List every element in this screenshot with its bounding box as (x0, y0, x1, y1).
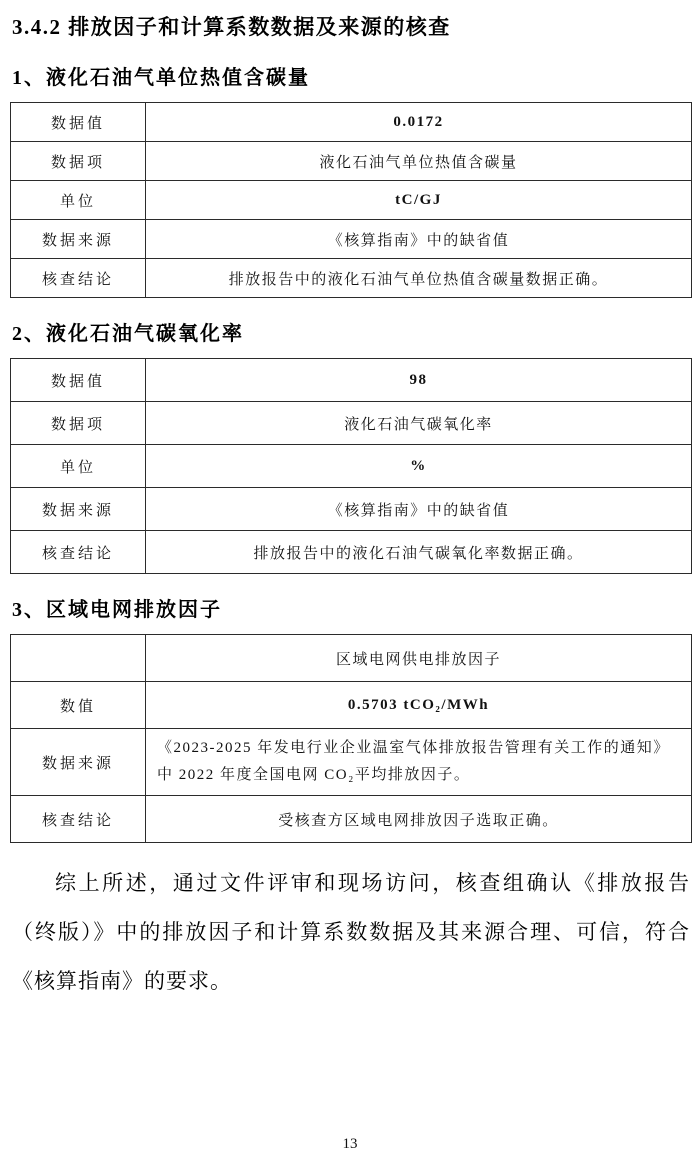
row-label: 数值 (11, 682, 146, 729)
row-label (11, 635, 146, 682)
row-label: 单位 (11, 181, 146, 220)
table-row (11, 103, 692, 142)
subsection-title-3: 3、区域电网排放因子 (12, 599, 222, 621)
row-label: 数据项 (11, 142, 146, 181)
row-value: 受核查方区域电网排放因子选取正确。 (146, 796, 692, 843)
row-label: 数据来源 (11, 488, 146, 531)
row-value: % (146, 445, 692, 488)
row-value: tC/GJ (146, 181, 692, 220)
row-label: 核查结论 (11, 796, 146, 843)
row-value: 0.5703 tCO₂/MWh (146, 682, 692, 729)
table-row (11, 488, 692, 531)
row-value: 排放报告中的液化石油气单位热值含碳量数据正确。 (146, 259, 692, 298)
subsection-title-1: 1、液化石油气单位热值含碳量 (12, 67, 310, 89)
subsection-title-2: 2、液化石油气碳氧化率 (12, 323, 244, 345)
table-row (11, 445, 692, 488)
table-row (11, 181, 692, 220)
row-value: 《2023-2025 年发电行业企业温室气体排放报告管理有关工作的通知》中 2022 年度全国电网 CO₂平均排放因子。 (146, 729, 692, 796)
row-value: 98 (146, 359, 692, 402)
data-table-grid-emission-factor (10, 634, 692, 843)
subsection-2 (10, 320, 692, 574)
table-row (11, 259, 692, 298)
section-heading: 3.4.2 排放因子和计算系数数据及来源的核查 (12, 15, 451, 39)
page-number: 13 (342, 1136, 358, 1152)
row-label: 核查结论 (11, 259, 146, 298)
subsection-1 (10, 64, 692, 298)
row-label: 数据项 (11, 402, 146, 445)
row-value: 《核算指南》中的缺省值 (146, 488, 692, 531)
table-row (11, 359, 692, 402)
row-label: 核查结论 (11, 531, 146, 574)
row-label: 数据来源 (11, 729, 146, 796)
table-row (11, 220, 692, 259)
row-value: 0.0172 (146, 103, 692, 142)
table-row (11, 796, 692, 843)
table-row (11, 531, 692, 574)
row-value: 液化石油气碳氧化率 (146, 402, 692, 445)
row-label: 数据来源 (11, 220, 146, 259)
table-row (11, 682, 692, 729)
row-label: 单位 (11, 445, 146, 488)
data-table-lpg-carbon-content (10, 102, 692, 298)
row-value: 排放报告中的液化石油气碳氧化率数据正确。 (146, 531, 692, 574)
table-row (11, 729, 692, 796)
row-label: 数据值 (11, 359, 146, 402)
row-value: 区域电网供电排放因子 (146, 635, 692, 682)
row-value: 《核算指南》中的缺省值 (146, 220, 692, 259)
subsection-3 (10, 596, 692, 843)
conclusion-paragraph: 综上所述，通过文件评审和现场访问，核查组确认《排放报告（终版）》中的排放因子和计算系数数据及其来源合理、可信，符合《核算指南》的要求。 (12, 871, 690, 993)
table-row (11, 402, 692, 445)
table-row (11, 142, 692, 181)
data-table-lpg-oxidation-rate (10, 358, 692, 574)
row-label: 数据值 (11, 103, 146, 142)
row-value: 液化石油气单位热值含碳量 (146, 142, 692, 181)
table-row (11, 635, 692, 682)
